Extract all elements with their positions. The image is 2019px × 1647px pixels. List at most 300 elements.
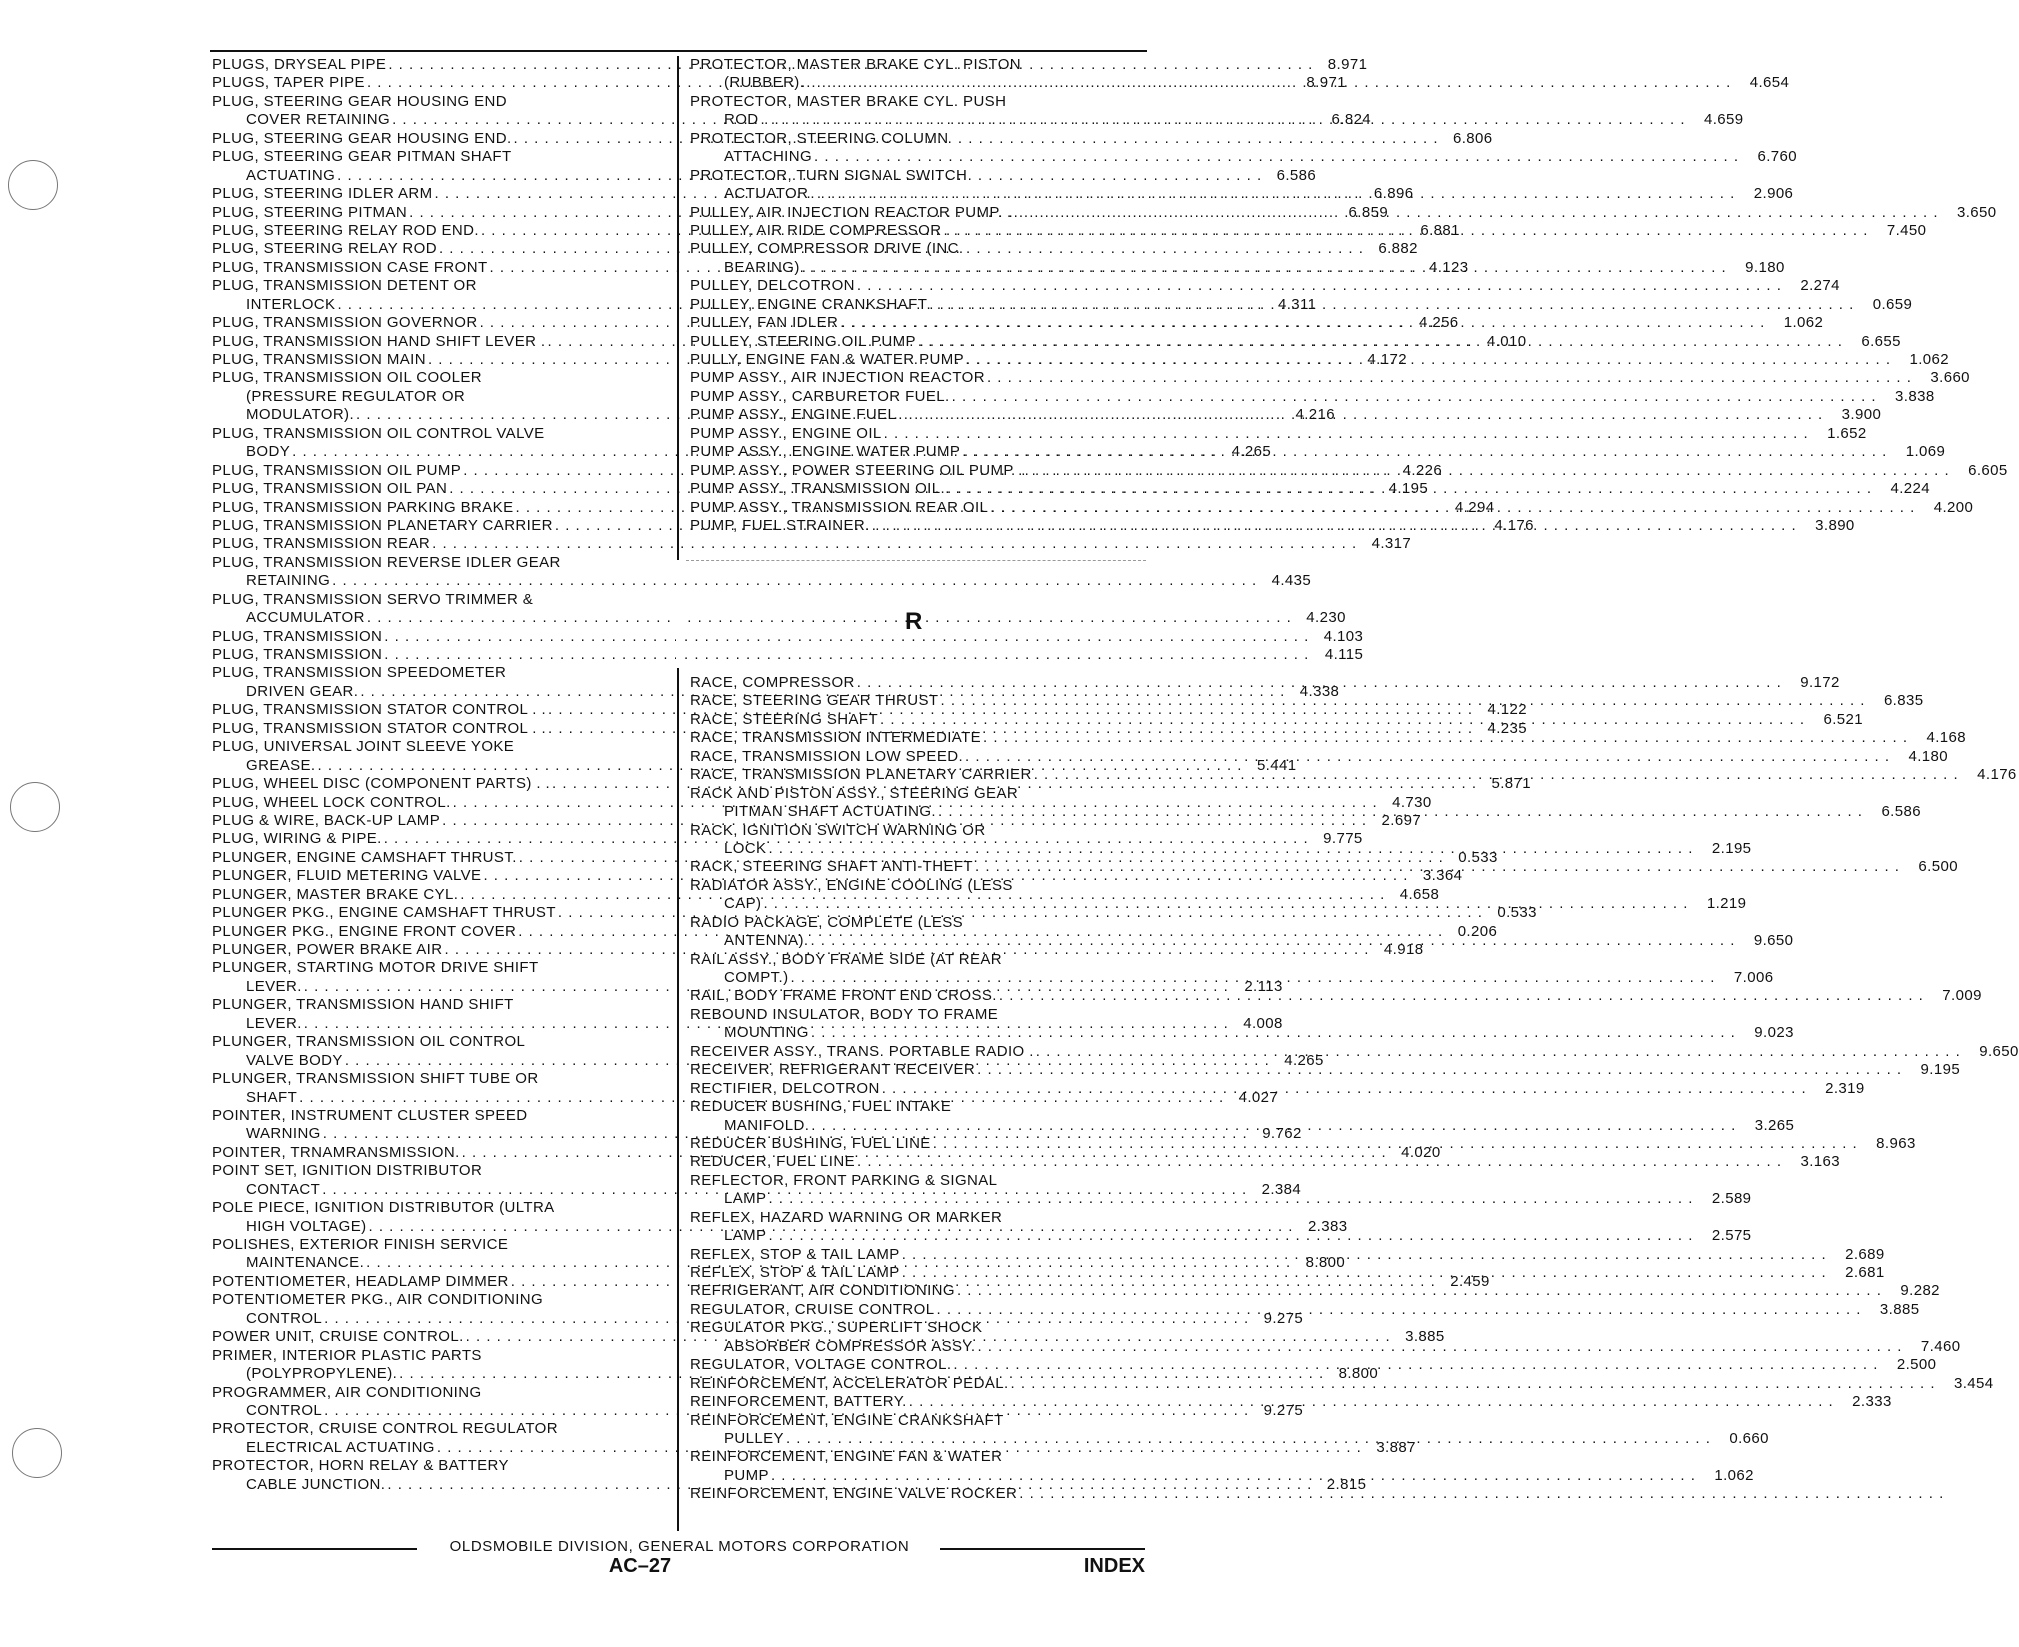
section-letter-heading: R	[905, 608, 923, 635]
entry-term-continuation	[690, 1190, 1752, 1208]
entry-term-text: REBOUND INSULATOR, BODY TO FRAME	[690, 1005, 999, 1023]
dot-leader	[810, 932, 1735, 950]
index-entry	[212, 627, 1364, 646]
dot-leader	[872, 517, 1797, 535]
entry-term-text: POLISHES, EXTERIOR FINISH SERVICE	[212, 1236, 509, 1253]
entry-term-text: PULLEY, AIR INJECTION REACTOR PUMP. .	[690, 203, 1012, 221]
entry-term	[690, 987, 1982, 1005]
entry-term	[212, 1162, 668, 1180]
entry-page-ref: 4.654	[1749, 74, 1790, 92]
column-divider-gap	[676, 560, 680, 668]
dot-leader	[1034, 766, 1959, 784]
entry-page-ref: 4.265	[1284, 1051, 1324, 1069]
entry-term-text: PLUG, STEERING GEAR HOUSING END	[212, 92, 507, 110]
entry-page-ref: 4.311	[1278, 295, 1317, 313]
entry-term-text: POINTER, INSTRUMENT CLUSTER SPEED	[212, 1106, 528, 1124]
entry-term-text: LEVER.	[246, 1014, 302, 1032]
entry-term-text: PULLEY, STEERING OIL PUMP	[690, 332, 916, 350]
dot-leader	[384, 628, 1309, 646]
entry-term-text: PLUNGER PKG., ENGINE CAMSHAFT THRUST	[212, 904, 556, 922]
entry-term-text: PLUNGER, TRANSMISSION HAND SHIFT	[212, 996, 514, 1014]
entry-term-text: RACK, IGNITION SWITCH WARNING OR	[690, 821, 986, 839]
dot-leader	[857, 1153, 1782, 1171]
entry-term-text: REINFORCEMENT, BATTERY.	[690, 1393, 907, 1411]
dot-leader	[806, 74, 1731, 92]
entry-page-ref: 3.885	[1405, 1328, 1445, 1346]
entry-term-text: PROTECTOR, TURN SIGNAL SWITCH	[690, 166, 968, 184]
entry-page-ref: 4.226	[1402, 461, 1443, 479]
entry-term-text: REFLEX, STOP & TAIL LAMP	[690, 1264, 900, 1281]
entry-term-text: POTENTIOMETER, HEADLAMP DIMMER	[212, 1272, 509, 1290]
entry-term-text: RADIATOR ASSY., ENGINE COOLING (LESS	[690, 876, 1013, 894]
entry-term-continuation	[212, 609, 1346, 627]
dot-leader	[884, 425, 1809, 443]
entry-page-ref: 4.659	[1703, 111, 1744, 129]
entry-page-ref: 0.660	[1729, 1429, 1769, 1447]
entry-page-ref: 4.180	[1908, 747, 1949, 765]
entry-term-text: PLUG, TRANSMISSION OIL CONTROL VALVE	[212, 424, 545, 442]
entry-term-text: (RUBBER).	[724, 74, 805, 92]
entry-term-text: PLUNGER, FLUID METERING VALVE	[212, 867, 482, 885]
entry-term-text: BEARING)	[724, 258, 800, 276]
entry-term-text: PLUG, TRANSMISSION REAR	[212, 535, 431, 553]
entry-page-ref: 2.195	[1711, 839, 1752, 857]
entry-term-text: PLUG, TRANSMISSION HAND SHIFT LEVER .	[212, 332, 546, 350]
entry-term-text: PLUG, TRANSMISSION PLANETARY CARRIER	[212, 516, 553, 534]
entry-term-text: CONTROL	[246, 1309, 323, 1327]
entry-page-ref: 2.575	[1711, 1227, 1752, 1245]
entry-page-ref: 3.660	[1930, 369, 1970, 387]
entry-page-ref: 1.219	[1706, 895, 1747, 913]
entry-term-text: VALVE BODY	[246, 1051, 343, 1069]
entry-term-text: PLUG, TRANSMISSION DETENT OR	[212, 277, 477, 295]
entry-page-ref: 2.681	[1845, 1264, 1885, 1281]
dot-leader	[1011, 1375, 1936, 1393]
dot-leader	[814, 148, 1739, 166]
entry-term-text: ABSORBER COMPRESSOR ASSY.	[724, 1337, 976, 1355]
entry-page-ref: 4.435	[1271, 572, 1312, 590]
entry-page-ref: 7.006	[1733, 969, 1774, 986]
entry-term-text: PLUG, STEERING RELAY ROD	[212, 240, 437, 258]
dot-leader	[810, 185, 1735, 203]
entry-page-ref: 8.971	[1327, 56, 1368, 73]
dot-leader	[975, 858, 1900, 876]
entry-term-text: PULLEY, DELCOTRON	[690, 277, 855, 295]
entry-page-ref: 4.216	[1295, 406, 1336, 424]
dot-leader	[977, 1338, 1902, 1356]
entry-term	[690, 130, 1152, 148]
entry-term-text: RACE, STEERING GEAR THRUST	[690, 692, 939, 710]
entry-term-text: PLUG, TRANSMISSION SPEEDOMETER	[212, 664, 507, 682]
dot-leader	[790, 969, 1715, 987]
entry-page-ref: 3.885	[1879, 1300, 1920, 1318]
entry-page-ref: 4.103	[1323, 627, 1364, 645]
entry-page-ref: 4.123	[1428, 258, 1469, 276]
entry-term-continuation	[212, 388, 668, 406]
entry-term-text: PUMP ASSY., AIR INJECTION REACTOR	[690, 369, 985, 387]
entry-term	[690, 277, 1840, 295]
entry-term-text: PLUG, TRANSMISSION CASE FRONT	[212, 258, 488, 276]
binder-hole-bottom	[12, 1428, 62, 1478]
entry-page-ref: 4.918	[1383, 941, 1424, 958]
entry-term-text: PLUG, STEERING GEAR PITMAN SHAFT	[212, 148, 512, 166]
dot-leader	[933, 1135, 1858, 1153]
entry-term	[212, 627, 1364, 646]
entry-term-text: ACTUATOR	[724, 185, 809, 203]
entry-term-text: RAIL ASSY., BODY FRAME SIDE (AT REAR	[690, 950, 1002, 968]
entry-page-ref: 4.224	[1890, 480, 1930, 498]
index-entry	[690, 1485, 1152, 1503]
entry-page-ref: 9.195	[1920, 1061, 1961, 1079]
entry-page-ref: 6.881	[1420, 221, 1460, 239]
entry-term-text: COMPT.)	[724, 969, 789, 986]
entry-page-ref: 4.230	[1306, 609, 1346, 627]
entry-term-text: WARNING	[246, 1125, 321, 1143]
entry-term-text: PLUG, TRANSMISSION PARKING BRAKE	[212, 498, 514, 516]
entry-term-text: PLUG, TRANSMISSION GOVERNOR	[212, 314, 478, 332]
entry-term-text: PULLEY, FAN IDLER	[690, 314, 839, 332]
dot-leader	[962, 443, 1887, 461]
entry-term-text: PLUG, TRANSMISSION OIL PAN	[212, 480, 448, 498]
entry-term-continuation	[690, 148, 1798, 166]
index-entry	[690, 369, 1970, 387]
entry-page-ref: 2.589	[1711, 1190, 1752, 1208]
entry-term-text: PITMAN SHAFT ACTUATING.	[724, 803, 936, 821]
entry-term	[212, 1420, 668, 1438]
entry-page-ref: 7.460	[1920, 1337, 1961, 1355]
binder-hole-middle	[10, 782, 60, 832]
entry-page-ref: 1.652	[1827, 424, 1867, 442]
entry-term	[212, 425, 668, 443]
entry-page-ref: 6.896	[1373, 185, 1414, 203]
entry-term-text: DRIVEN GEAR.	[246, 682, 359, 700]
entry-term	[212, 1033, 668, 1051]
entry-page-ref: 6.882	[1378, 240, 1418, 258]
entry-page-ref: 5.871	[1491, 775, 1532, 793]
dot-leader	[909, 1393, 1834, 1411]
entry-page-ref: 6.760	[1757, 148, 1798, 166]
entry-page-ref: 4.176	[1494, 516, 1534, 534]
entry-page-ref: 1.062	[1714, 1466, 1754, 1484]
entry-page-ref: 3.890	[1815, 516, 1855, 534]
entry-term	[690, 1485, 1152, 1503]
entry-term-text: PUMP, FUEL STRAINER.	[690, 516, 870, 534]
footer-section-label: INDEX	[1083, 1555, 1145, 1577]
dot-leader	[763, 895, 1688, 913]
entry-term-text: RACK, STEERING SHAFT ANTI-THEFT	[690, 858, 973, 876]
entry-term	[690, 1098, 1152, 1116]
entry-term-continuation	[690, 1024, 1794, 1042]
entry-page-ref: 8.971	[1306, 74, 1346, 92]
entry-term	[212, 591, 668, 609]
entry-page-ref: 3.454	[1953, 1374, 1994, 1392]
entry-page-ref: 4.200	[1933, 498, 1974, 516]
entry-term-text: REINFORCEMENT, ENGINE VALVE ROCKER	[690, 1485, 1018, 1503]
entry-page-ref: 2.274	[1800, 277, 1840, 295]
entry-term-text: GREASE.	[246, 756, 316, 774]
entry-page-ref: 4.020	[1401, 1143, 1441, 1161]
entry-page-ref: 6.586	[1881, 803, 1921, 821]
entry-page-ref: 9.282	[1900, 1282, 1940, 1300]
entry-term-text: PLUG, WHEEL DISC (COMPONENT PARTS) . .	[212, 775, 551, 793]
entry-term-text: PLUG, TRANSMISSION SERVO TRIMMER &	[212, 590, 534, 608]
entry-term-text: PROGRAMMER, AIR CONDITIONING	[212, 1383, 482, 1401]
entry-term	[212, 996, 668, 1014]
dot-leader	[902, 1246, 1827, 1264]
entry-page-ref: 5.441	[1256, 756, 1297, 774]
entry-page-ref: 0.659	[1872, 295, 1913, 313]
entry-page-ref: 6.806	[1452, 129, 1493, 147]
entry-term-text: PLUG, TRANSMISSION	[212, 646, 383, 663]
dot-leader	[768, 1227, 1693, 1245]
dot-leader	[771, 1467, 1696, 1485]
index-entry	[690, 729, 1967, 747]
entry-term	[690, 729, 1967, 747]
entry-term-text: LEVER.	[246, 977, 302, 995]
entry-term-text: PUMP	[724, 1466, 769, 1484]
entry-term	[690, 1006, 1152, 1024]
entry-page-ref: 7.450	[1886, 221, 1927, 239]
entry-page-ref: 6.824	[1331, 111, 1372, 129]
entry-page-ref: 2.689	[1845, 1245, 1885, 1263]
entry-term-text: MODULATOR).	[246, 406, 355, 424]
entry-term-text: CONTROL	[246, 1401, 323, 1419]
entry-term-text: PLUNGER, MASTER BRAKE CYL.	[212, 885, 459, 903]
index-entry	[212, 646, 1364, 664]
entry-page-ref: 6.521	[1823, 710, 1864, 728]
entry-page-ref: 4.294	[1454, 498, 1495, 516]
entry-term-text: PROTECTOR, MASTER BRAKE CYL. PISTON	[690, 56, 1022, 73]
entry-term	[212, 1236, 668, 1254]
entry-term	[690, 1153, 1840, 1171]
entry-term-text: BODY	[246, 443, 291, 461]
entry-term	[690, 56, 1152, 74]
entry-term-text: REDUCER BUSHING, FUEL LINE	[690, 1134, 931, 1152]
entry-term	[690, 914, 1152, 932]
entry-term-text: PLUNGER, TRANSMISSION SHIFT TUBE OR	[212, 1070, 539, 1088]
entry-term-text: RAIL, BODY FRAME FRONT END CROSS.	[690, 987, 997, 1005]
entry-term	[212, 369, 668, 387]
column-divider	[677, 56, 679, 1531]
dot-leader	[943, 222, 1868, 240]
entry-page-ref: 6.835	[1883, 692, 1924, 710]
dot-leader	[953, 1356, 1878, 1374]
dot-leader	[811, 1024, 1736, 1042]
entry-page-ref: 2.384	[1261, 1180, 1302, 1198]
entry-page-ref: 3.900	[1841, 406, 1882, 424]
entry-term-text: PLUG, STEERING RELAY ROD END.	[212, 221, 479, 239]
entry-term-text: PULLEY, AIR RIDE COMPRESSOR	[690, 221, 942, 239]
entry-term-text: REFLECTOR, FRONT PARKING & SIGNAL	[690, 1171, 998, 1189]
entry-term-text: CAP)	[724, 895, 762, 913]
dot-leader	[987, 369, 1912, 387]
dot-leader	[947, 480, 1872, 498]
entry-term-text: MANIFOLD.	[724, 1116, 810, 1134]
index-entry	[690, 277, 1840, 295]
entry-term-text: COVER RETAINING	[246, 111, 391, 129]
entry-term-text: HIGH VOLTAGE)	[246, 1217, 367, 1235]
entry-page-ref: 4.256	[1419, 314, 1459, 332]
entry-term-text: PROTECTOR, CRUISE CONTROL REGULATOR	[212, 1420, 558, 1438]
dot-leader	[840, 314, 1765, 332]
entry-term	[690, 424, 1867, 443]
dot-leader	[880, 711, 1805, 729]
entry-page-ref: 7.009	[1942, 987, 1982, 1005]
entry-term-text: MOUNTING	[724, 1024, 809, 1042]
dot-leader	[977, 1061, 1902, 1079]
entry-page-ref: 0.533	[1497, 904, 1537, 922]
entry-term-text: PUMP ASSY., ENGINE OIL	[690, 424, 882, 442]
entry-term	[212, 959, 668, 977]
dot-leader	[802, 259, 1727, 277]
entry-page-ref: 9.180	[1745, 258, 1785, 276]
index-entry	[212, 553, 1312, 591]
entry-term-text: RACE, STEERING SHAFT	[690, 710, 879, 728]
footer-rule-left	[212, 1548, 417, 1550]
entry-term-text: PUMP ASSY., TRANSMISSION OIL.	[690, 480, 946, 498]
entry-term-text: ROD	[724, 111, 759, 129]
entry-term-text: PULLEY	[724, 1429, 784, 1447]
entry-page-ref: 9.172	[1800, 674, 1840, 691]
entry-term-text: RECEIVER, REFRIGERANT RECEIVER	[690, 1061, 976, 1079]
index-entry	[212, 535, 1412, 553]
binder-hole-top	[8, 160, 58, 210]
entry-term-continuation	[690, 1227, 1752, 1245]
index-entry	[690, 1282, 1940, 1300]
entry-term-text: PROTECTOR, HORN RELAY & BATTERY	[212, 1457, 509, 1475]
footer-organization: OLDSMOBILE DIVISION, GENERAL MOTORS CORPORATION	[449, 1538, 910, 1555]
entry-term	[690, 1448, 1152, 1466]
entry-term-text: MAINTENANCE.	[246, 1254, 365, 1272]
entry-page-ref: 2.500	[1896, 1356, 1937, 1374]
entry-page-ref: 9.650	[1979, 1042, 2019, 1060]
dot-leader	[966, 351, 1891, 369]
entry-term-text: PLUGS, TAPER PIPE	[212, 74, 365, 92]
entry-term-text: ELECTRICAL ACTUATING	[246, 1438, 435, 1456]
dot-leader	[929, 296, 1854, 314]
dot-leader	[367, 609, 1292, 627]
dot-leader	[938, 803, 1863, 821]
footer-rule-right	[940, 1548, 1145, 1550]
entry-term	[212, 738, 668, 756]
entry-term	[690, 1282, 1940, 1300]
entry-term-text: RACE, TRANSMISSION INTERMEDIATE	[690, 729, 982, 747]
entry-term-text: PLUG, WIRING & PIPE.	[212, 830, 382, 848]
entry-term-text: POTENTIOMETER PKG., AIR CONDITIONING	[212, 1291, 544, 1309]
entry-page-ref: 2.113	[1244, 977, 1283, 995]
entry-page-ref: 4.730	[1392, 793, 1432, 811]
dot-leader	[1036, 1043, 1961, 1061]
entry-term-text: REFLEX, STOP & TAIL LAMP	[690, 1245, 900, 1263]
entry-term-text: SHAFT	[246, 1088, 298, 1106]
entry-page-ref: 6.605	[1968, 461, 2008, 479]
entry-page-ref: 9.650	[1753, 932, 1794, 950]
entry-term-text: PULLEY, ENGINE CRANKSHAFT	[690, 295, 928, 313]
index-entry	[690, 1153, 1840, 1171]
dot-leader	[902, 1264, 1827, 1282]
index-entry	[690, 987, 1982, 1005]
entry-term-text: POWER UNIT, CRUISE CONTROL.	[212, 1328, 464, 1346]
entry-term-text: PLUNGER, POWER BRAKE AIR	[212, 941, 443, 958]
entry-page-ref: 2.383	[1307, 1217, 1348, 1235]
entry-page-ref: 4.317	[1371, 535, 1412, 553]
entry-term-text: PLUG, UNIVERSAL JOINT SLEEVE YOKE	[212, 738, 515, 756]
dot-leader	[384, 646, 1309, 664]
entry-term	[690, 1172, 1152, 1190]
entry-page-ref: 2.815	[1326, 1475, 1367, 1493]
dot-leader	[983, 729, 1908, 747]
dot-leader	[965, 748, 1890, 766]
entry-term-text: PLUG, TRANSMISSION MAIN	[212, 351, 426, 368]
entry-term-text: PLUG, STEERING PITMAN	[212, 203, 408, 221]
entry-page-ref: 4.176	[1977, 766, 2017, 784]
entry-term-text: PLUG, STEERING GEAR HOUSING END.	[212, 129, 512, 147]
dot-leader	[936, 1301, 1861, 1319]
entry-term-text: PLUG, WHEEL LOCK CONTROL.	[212, 793, 451, 811]
entry-term	[690, 1319, 1152, 1337]
entry-term	[690, 93, 1152, 111]
entry-term-text: POLE PIECE, IGNITION DISTRIBUTOR (ULTRA	[212, 1199, 555, 1217]
entry-term	[690, 1412, 1152, 1430]
entry-term	[690, 387, 1935, 406]
entry-term-text: LAMP	[724, 1190, 767, 1208]
entry-term-text: POINT SET, IGNITION DISTRIBUTOR	[212, 1162, 483, 1180]
dot-leader	[332, 572, 1257, 590]
entry-page-ref: 4.122	[1487, 701, 1527, 719]
entry-page-ref: 8.800	[1305, 1254, 1346, 1272]
entry-page-ref: 8.963	[1876, 1134, 1916, 1152]
entry-term-text: REFRIGERANT, AIR CONDITIONING	[690, 1282, 955, 1300]
entry-term	[690, 1061, 1961, 1079]
entry-term-text: REGULATOR PKG., SUPERLIFT SHOCK	[690, 1319, 983, 1337]
entry-term-text: PROTECTOR, MASTER BRAKE CYL. PUSH	[690, 92, 1007, 110]
entry-page-ref: 4.010	[1486, 332, 1527, 350]
entry-page-ref: 9.275	[1263, 1309, 1304, 1327]
entry-page-ref: 4.658	[1399, 885, 1440, 903]
entry-term-text: PULLEY, COMPRESSOR DRIVE (INC.	[690, 240, 964, 258]
entry-term-text: PUMP ASSY., POWER STEERING OIL PUMP .	[690, 461, 1023, 479]
entry-term	[690, 369, 1970, 387]
dot-leader	[857, 277, 1782, 295]
entry-page-ref: 2.319	[1825, 1079, 1865, 1097]
entry-term-text: PRIMER, INTERIOR PLASTIC PARTS	[212, 1346, 482, 1364]
entry-page-ref: 9.775	[1323, 830, 1363, 848]
entry-term-text: PUMP ASSY., ENGINE WATER PUMP	[690, 443, 961, 461]
entry-page-ref: 9.275	[1263, 1401, 1304, 1419]
entry-term	[212, 1384, 668, 1402]
entry-term-text: (PRESSURE REGULATOR OR	[246, 387, 466, 405]
entry-term-text: (POLYPROPYLENE).	[246, 1365, 398, 1383]
entry-page-ref: 4.338	[1299, 682, 1340, 700]
entry-term-text: CONTACT	[246, 1180, 321, 1198]
entry-term	[212, 554, 668, 572]
entry-page-ref: 3.838	[1895, 387, 1935, 405]
entry-term	[690, 822, 1152, 840]
entry-term	[212, 1291, 668, 1309]
dot-leader	[952, 388, 1877, 406]
entry-page-ref: 0.206	[1457, 922, 1498, 940]
entry-page-ref: 1.069	[1905, 443, 1946, 461]
entry-term-text: RACK AND PISTON ASSY., STEERING GEAR	[690, 784, 1019, 802]
entry-term-text: REDUCER BUSHING, FUEL INTAKE	[690, 1098, 952, 1116]
dot-leader	[1025, 462, 1950, 480]
entry-page-ref: 4.265	[1231, 443, 1272, 461]
entry-term-text: CABLE JUNCTION.	[246, 1475, 386, 1493]
dot-leader	[857, 674, 1782, 692]
entry-term-text: RETAINING	[246, 572, 331, 590]
entry-page-ref: 6.500	[1918, 858, 1958, 876]
entry-term-text: REDUCER, FUEL LINE	[690, 1153, 856, 1171]
